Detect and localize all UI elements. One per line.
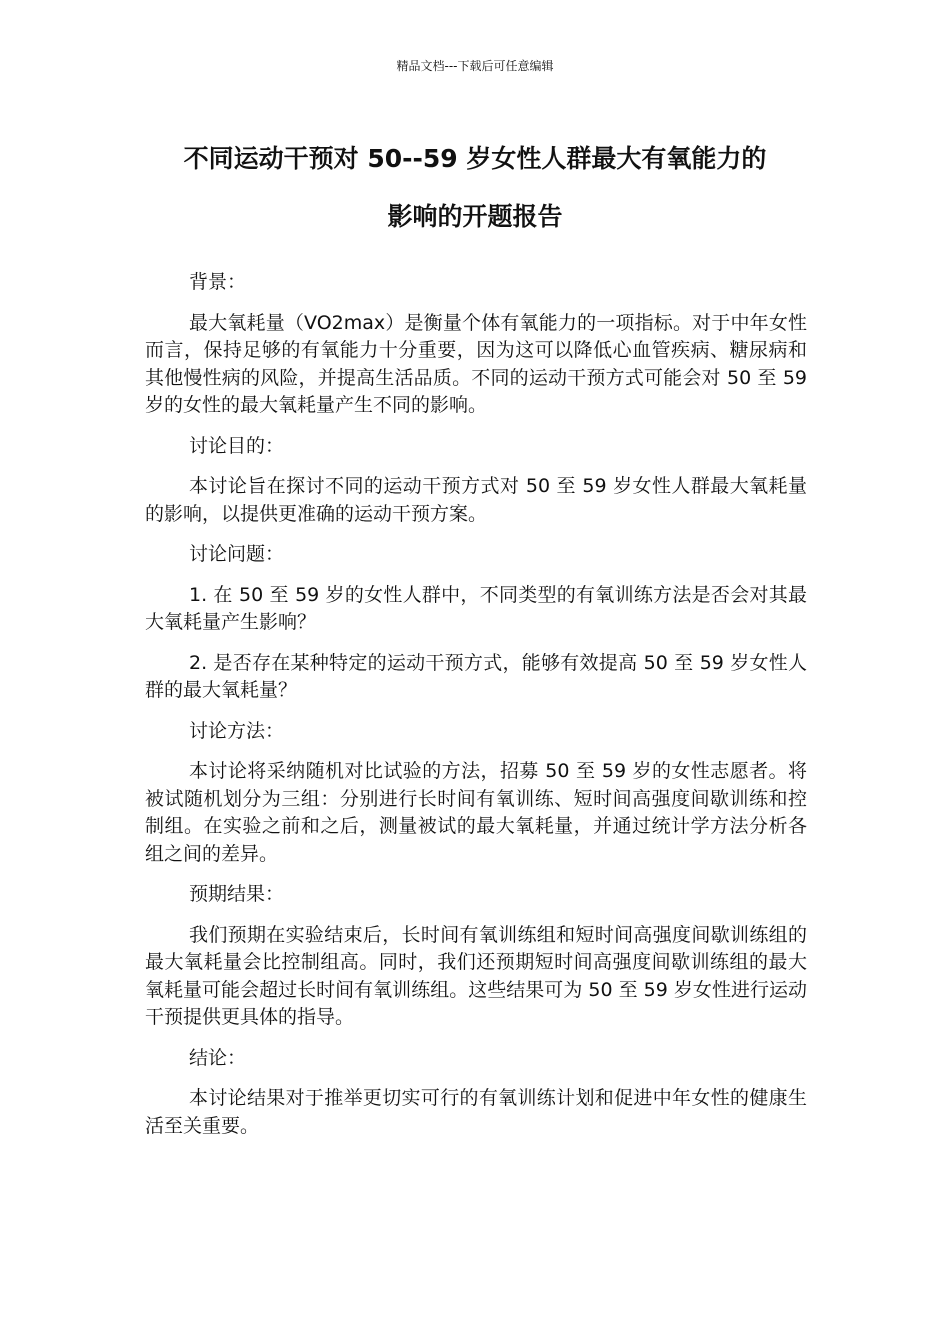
questions-heading: 讨论问题： bbox=[189, 543, 285, 565]
background-heading: 背景： bbox=[189, 271, 247, 293]
document-body bbox=[145, 269, 807, 1153]
page-header: 精品文档---下载后可任意编辑 bbox=[396, 59, 554, 73]
expected-results-paragraph: 我们预期在实验结束后，长时间有氧训练组和短时间高强度间歇训练组的最大氧耗量会比控制组高。同时，我们还预期短时间高强度间歇训练组的最大氧耗量可能会超过长时间有氧训练组。这些结果可为 50 至 59 岁女性进行运动干预提供更具体的指导。 bbox=[145, 923, 807, 1028]
methods-paragraph: 本讨论将采纳随机对比试验的方法，招募 50 至 59 岁的女性志愿者。将被试随机划分为三组：分别进行长时间有氧训练、短时间高强度间歇训练和控制组。在实验之前和之后，测量被试的最大氧耗量，并通过统计学方法分析各组之间的差异。 bbox=[145, 760, 807, 865]
question-2: 2. 是否存在某种特定的运动干预方式，能够有效提高 50 至 59 岁女性人群的最大氧耗量？ bbox=[145, 651, 807, 701]
purpose-heading: 讨论目的： bbox=[189, 434, 285, 457]
methods-heading: 讨论方法： bbox=[189, 719, 285, 742]
document-title bbox=[140, 130, 810, 246]
conclusion-heading: 结论： bbox=[189, 1046, 247, 1069]
background-paragraph: 最大氧耗量（VO2max）是衡量个体有氧能力的一项指标。对于中年女性而言，保持足够的有氧能力十分重要，因为这可以降低心血管疾病、糖尿病和其他慢性病的风险，并提高生活品质。不同的运动干预方式可能会对 50 至 59 岁的女性的最大氧耗量产生不同的影响。 bbox=[145, 311, 807, 416]
expected-results-heading: 预期结果： bbox=[189, 883, 285, 905]
title-line-1: 不同运动干预对 50--59 岁女性人群最大有氧能力的 bbox=[183, 144, 767, 173]
conclusion-paragraph: 本讨论结果对于推举更切实可行的有氧训练计划和促进中年女性的健康生活至关重要。 bbox=[145, 1087, 807, 1137]
title-line-2: 影响的开题报告 bbox=[387, 202, 563, 231]
purpose-paragraph: 本讨论旨在探讨不同的运动干预方式对 50 至 59 岁女性人群最大氧耗量的影响，以提供更准确的运动干预方案。 bbox=[145, 475, 807, 525]
question-1: 1. 在 50 至 59 岁的女性人群中，不同类型的有氧训练方法是否会对其最大氧耗量产生影响？ bbox=[145, 583, 807, 633]
